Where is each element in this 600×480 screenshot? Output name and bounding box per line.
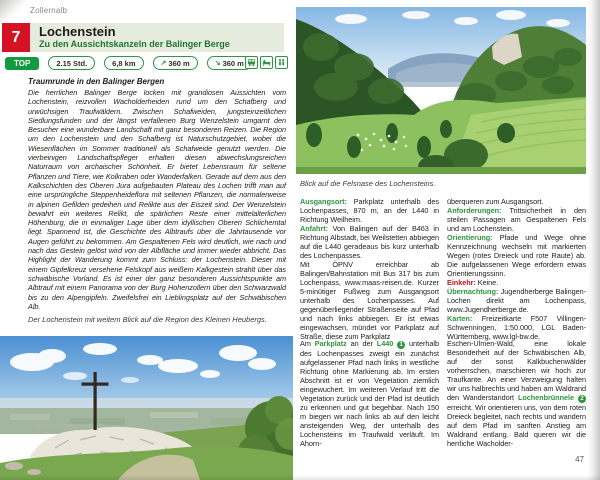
- tour-info-section: [300, 197, 586, 341]
- bed-icon: [260, 56, 273, 69]
- ascent-pill: [153, 56, 198, 70]
- page-corner-shadow: [0, 0, 30, 22]
- tour-number-badge: 7: [2, 23, 30, 52]
- route-column-1: Am Parkplatz an der L440 1 unterhalb des Lochenpasses zweigt ein zunächst aufgelassener Pfad nach links in westliche Richtung ohne Markierung ab. Im ersten Abschnitt ist er von Vegetation ziemlich eingewuchert. Im weiteren Verlauf tritt die Vegetation zurück und der Pfad ist deutlich zu erkennen und gut begehbar. Nach 150 m biegen wir nach links ab auf den leicht ansteigenden Weg, der unterhalb des Lochensteins im Traufwald verläuft. Im Ahorn-: [300, 339, 439, 448]
- intro-heading: Traumrunde in den Balinger Bergen: [28, 77, 165, 86]
- ascent-arrow-icon: ↗: [160, 60, 167, 67]
- descent-arrow-icon: ↘: [214, 60, 221, 67]
- route-column-2: Eschen-Ulmen-Wald, eine lokale Besonderheit auf der Schwäbischen Alb, auf der sonst Kalkbuchenwälder vorherrschen, marschieren wir hoch zur Traufkante. An einer Verzweigung halten wir uns halbrechts und haben am Waldrand den Wanderstandort Lochenbrünnele 2 erreicht. Wir orientieren uns, von dem roten Dreieck begleitet, nach rechts und wandern auf dem Pfad im sanften Anstieg am Waldrand entlang. Bald queren wir die herrliche Wacholder-: [447, 339, 586, 448]
- distance-pill: [104, 56, 143, 70]
- photo-felsnase: [296, 7, 586, 174]
- intro-section: [28, 77, 286, 311]
- page-edge-shadow: [587, 0, 600, 480]
- tour-stats-row: [5, 56, 252, 70]
- photo-left-caption: Der Lochenstein mit weitem Blick auf die Region des Kleinen Heubergs.: [28, 315, 267, 324]
- duration-value: 2.15 Std.: [56, 58, 88, 68]
- page-subtitle: Zu den Aussichtskanzeln der Balinger Berge: [39, 39, 230, 49]
- bus-icon: [245, 56, 258, 69]
- page-number: 47: [575, 455, 584, 464]
- duration-pill: [48, 56, 95, 70]
- foreground-grass: [296, 167, 586, 174]
- descent-value: 360 m: [222, 58, 244, 68]
- ascent-value: 360 m: [168, 58, 190, 68]
- region-label: Zollernalb: [30, 6, 68, 15]
- top-badge: TOP: [5, 57, 39, 70]
- photo-summit-cross: [0, 336, 293, 480]
- distance-value: 6,8 km: [112, 58, 136, 68]
- info-column-1: Ausgangsort: Parkplatz unterhalb des Lochenpasses, 870 m, an der L440 in Richtung Weilheim. Anfahrt: Von Balingen auf der B463 in Richtung Albstadt, bei Weilstetten abbiegen auf die L440 geradeaus bis kurz unterhalb des Lochenpasses. Mit ÖPNV erreichbar ab Balingen/Bahnstation mit Bus 317 bis zum Lochenpass, www.maas-reisen.de. Kurzer 5-minütiger Fußweg zum Ausgangsort unterhalb des Lochenpasses. Auf gegenüberliegender Straßenseite auf Pfad und nach links abbiegen. Er ist etwas eingewachsen, mündet vor Parkplatz auf Straße, diese zum Parkplatz: [300, 197, 439, 341]
- intro-paragraph: Die herrlichen Balinger Berge locken mit grandiosen Aussichten vom Lochenstein, reizvollen Wacholderheiden rund um den Schafberg und urwüchsigen Traufwäldern. Zwischen Schafweiden, jungsteinzeitlichen Siedlungsfunden und der längst verfallenen Burg Wenzelstein umgarnt den Besucher eine wunderbare Landschaft mit ganz besonderen Reizen. Die Region um den Lochenstein und den Schafberg ist Naturschutzgebiet, wobei die Wiesenflächen im Sommer traditionell als Schafweide genutzt werden. Die vierbeinigen Landschaftspfleger erhalten diesen abwechslungsreichen Naturraum von archaischer Schönheit. Er bietet Lebensraum für seltene Pflanzen und Tiere, wie Kolkraben oder Wanderfalken. Gerade auf dem aus den Kalkschichten des Oberen Jura aufgebauten Plateau des Lochen trifft man auf eine ursprüngliche Steppenheideflora mit seltenen Pflanzen, die normalerweise in alpinen Gefilden gedeihen und Relikte aus der Eiszeit sind. Der Wenzelstein bewahrt ein weiteres Relikt, die spärlichen Reste einer mittelalterlichen Höhenburg, die in einmaliger Lage über dem idyllischen Oberen Schlichemtal liegt. Spannend ist, die Geschichte des Albtraufs über die Jahrtausende vor Augen geführt zu bekommen. Am Gespaltenen Fels wird deutlich, wie nach und nach das Gestein gelöst wird von der Albfläche und immer wieder abbricht. Das Highlight der Wanderung kommt zum Schluss: der Lochenstein. Dieser mit einem Gipfelkreuz versehene Felskopf aus weißem Kalkgestein strahlt über das schwäbische Vorland. Es ist einer der ganz besonderen Aussichtspunkte am Albtrauf mit einem Panorama von der Burg Hohenzollern über den Schwarzwald bis zu den Alpengipfeln. Zweifelsfrei ein Lieblingsplatz auf der Schwäbischen Alb.: [28, 88, 286, 311]
- people-icon: [275, 56, 288, 69]
- page-title: Lochenstein: [39, 24, 116, 39]
- title-bar: [30, 23, 284, 52]
- route-description-section: [300, 339, 586, 448]
- photo-right-caption: Blick auf die Felsnase des Lochensteins.: [300, 179, 436, 188]
- page-bottom-shadow: [0, 475, 600, 480]
- feature-icons: [245, 56, 288, 69]
- info-column-2: überqueren zum Ausgangsort. Anforderungen: Trittsicherheit in den steilen Passagen am Gespaltenen Fels und am Lochenstein. Orientierung: Pfade und Wege ohne Kennzeichnung wechseln mit markierten Wegen (rotes Dreieck und rote Raute) ab. Die aufgelassenen Wege erfordern etwas Orientierungssinn. Einkehr: Keine. Übernachtung: Jugendherberge Balingen-Lochen direkt am Lochenpass, www.Jugendherberge.de. Karten: Freizeitkarte F507 Villingen-Schwenningen, 1:50.000, LGL Baden-Württemberg, www.lgl-bw.de.: [447, 197, 587, 341]
